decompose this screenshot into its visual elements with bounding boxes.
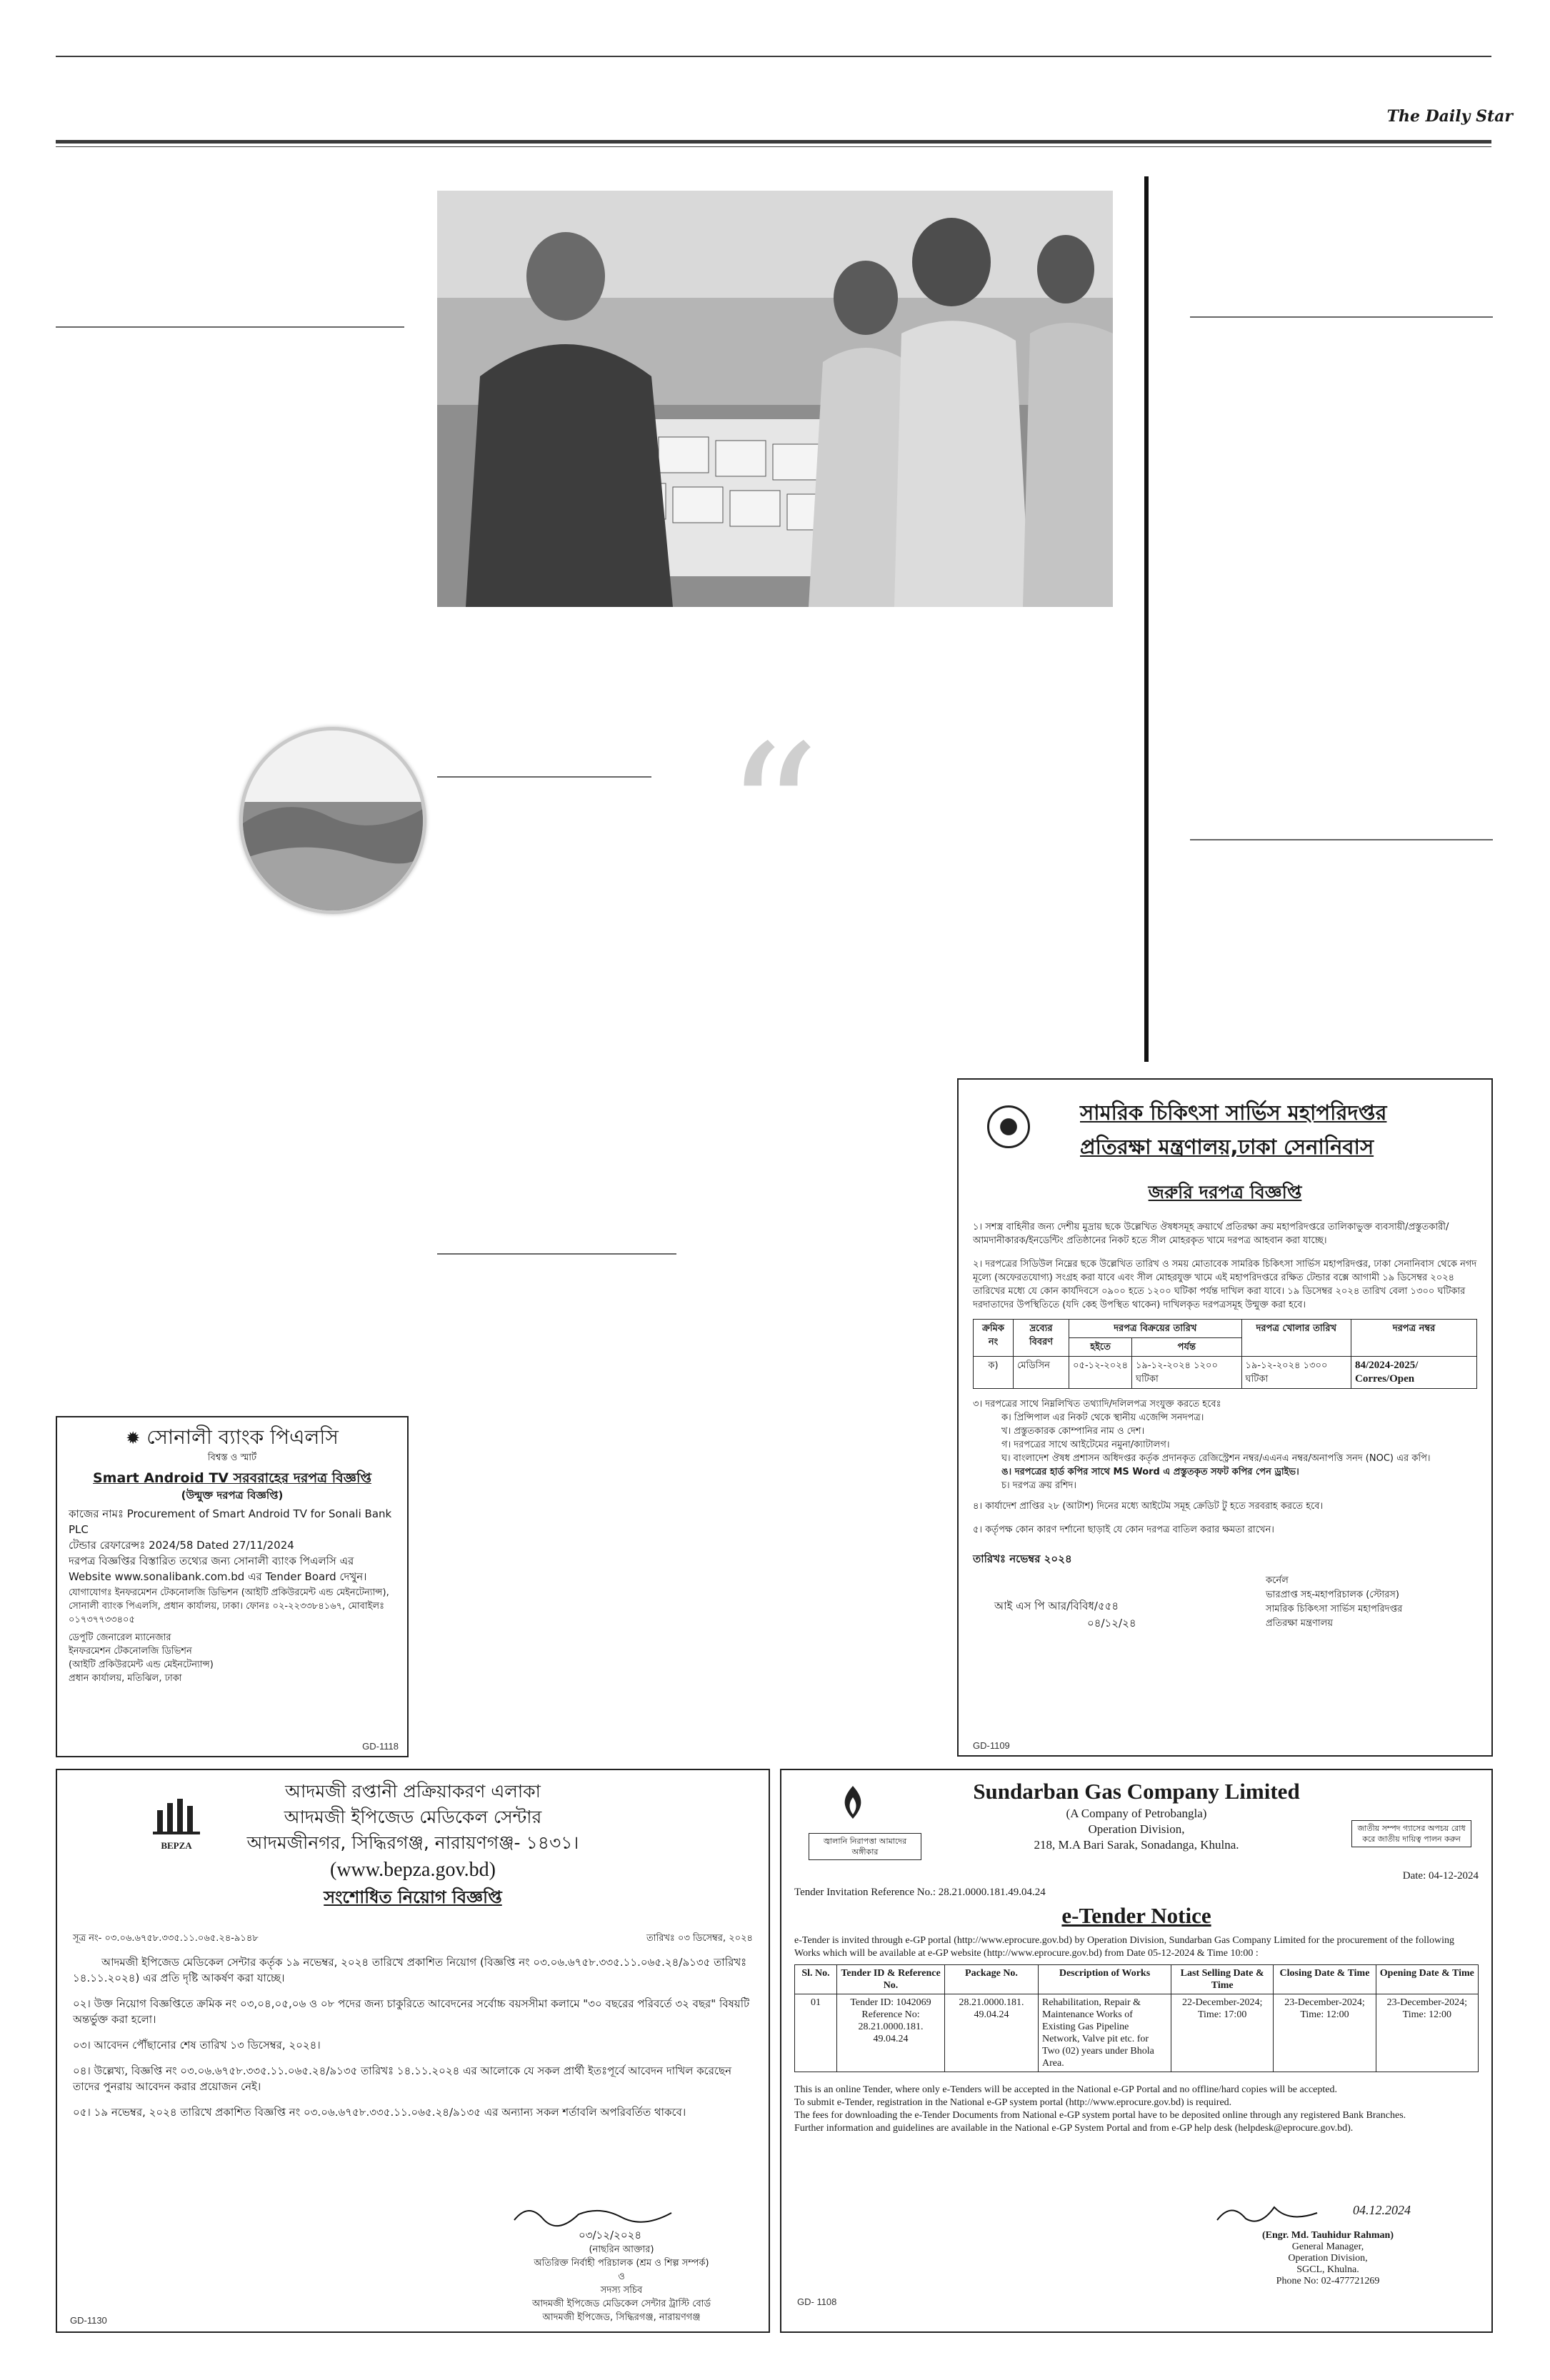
quote-mark-icon: “ [725,706,820,922]
military-isp-ref: আই এস পি আর/বিবিধ/৫৫৪ [994,1600,1119,1612]
mil-th-open: দরপত্র খোলার তারিখ [1241,1320,1351,1357]
bepza-sign-date: ০৩/১২/২০২৪ [579,2229,642,2241]
sundarban-signature [1210,2199,1446,2230]
sundarban-note: The fees for downloading the e-Tender Documents from National e-GP system portal have to be deposited online through any registered Bank Branches. [794,2110,1406,2121]
news-photo [437,191,1113,607]
bepza-para-3: ০৩। আবেদন পৌঁছানোর শেষ তারিখ ১৩ ডিসেম্বর, ২০২৪। [73,2039,321,2052]
sonali-bank-name: সোনালী ব্যাংক পিএলসি [146,1425,339,1449]
sg-cell: 23-December-2024; Time: 12:00 [1274,1994,1376,2072]
military-sign-rank: কর্নেল [1266,1575,1289,1586]
military-emblem-icon [987,1105,1030,1148]
sundarban-subtitle: (A Company of Petrobangla) [1066,1807,1207,1820]
sg-cell: 01 [795,1994,837,2072]
sg-th: Sl. No. [795,1965,837,1994]
mil-cell: 84/2024-2025/ Corres/Open [1351,1357,1477,1389]
bepza-para-1: আদমজী ইপিজেড মেডিকেল সেন্টার কর্তৃক ১৯ নভেম্বর, ২০২৪ তারিখে প্রকাশিত নিয়োগ (বিজ্ঞপ্তি নং ০৩.০৬.৬৭৫৮.৩৩৫.১১.০৬৫.২৪/৯১৩৫ তারিখঃ ১৪.১১.২০২৪) এর প্রতি দৃষ্টি আকর্ষণ করা যাচ্ছে। [73,1956,747,1984]
sonali-tender-ref: টেন্ডার রেফারেন্সঃ 2024/58 Dated 27/11/2024 [69,1539,294,1552]
sundarban-division: Operation Division, [1088,1822,1185,1836]
left-col-rule [56,326,404,328]
right-col-rule-2 [1190,839,1493,840]
sundarban-headline: e-Tender Notice [1061,1903,1211,1928]
inset-circle-photo [239,727,426,914]
list-item: চ। দরপত্র ক্রয় রশিদ। [1001,1480,1076,1491]
military-para-1: ১। সশস্ত্র বাহিনীর জন্য দেশীয় মুদ্রায় ছকে উল্লেখিত ঔষধসমূহ ক্রয়ার্থে প্রতিরক্ষা ক্রয় মহাপরিদপ্তরে তালিকাভুক্ত ব্যবসায়ী/প্রস্তুতকারী/আমদানীকারক/ইনডেন্টিং প্রতিষ্ঠানের নিকট হতে সীল মোহরকৃত খামে দরপত্র আহবান করা যাচ্ছে। [973,1222,1449,1246]
sundarban-note: This is an online Tender, where only e-Tenders will be accepted in the National e-GP Portal and no offline/hard copies will be accepted. [794,2084,1337,2095]
bepza-ad-code: GD-1130 [70,2315,107,2326]
bepza-sign-line-2: ও [618,2271,625,2282]
sundarban-ad-code: GD- 1108 [797,2296,837,2307]
bepza-sign-name: (নাছরিন আক্তার) [589,2244,654,2255]
header-rule [56,140,1491,144]
bepza-para-4: ০৪। উল্লেখ্য, বিজ্ঞপ্তি নং ০৩.০৬.৬৭৫৮.৩৩৫.১১.০৬৫.২৪/৯১৩৫ তারিখঃ ১৪.১১.২০২৪ এর আলোকে যে সকল প্রার্থী ইতঃপূর্বে আবেদন দাখিল করেছেন তাদের পুনরায় আবেদন করার প্রয়োজন নেই। [73,2064,732,2093]
sundarban-company: Sundarban Gas Company Limited [973,1779,1300,1804]
sundarban-note: Further information and guidelines are available in the National e-GP System Portal and from e-GP help desk (helpdesk@eprocure.gov.bd). [794,2123,1354,2134]
bepza-logo-text: BEPZA [161,1840,192,1851]
sundarban-sign-phone: Phone No: 02-477721269 [1276,2276,1380,2286]
column-divider [1144,176,1149,1062]
mil-th-sl: ক্রমিক নং [974,1320,1014,1357]
military-medical-ad [957,1078,1493,1757]
mil-th-sale: দরপত্র বিক্রয়ের তারিখ [1069,1320,1241,1338]
military-para-5: ৫। কর্তৃপক্ষ কোন কারণ দর্শানো ছাড়াই যে কোন দরপত্র বাতিল করার ক্ষমতা রাখেন। [973,1525,1274,1535]
sundarban-intro: e-Tender is invited through e-GP portal (http://www.eprocure.gov.bd) by Operation Division, Sundarban Gas Company Limited for the procurement of the following Works which will be available at e-GP website (http://www.eprocure.gov.bd) from Date 05-12-2024 & Time 10:00 : [794,1935,1454,1959]
sg-cell: Rehabilitation, Repair & Maintenance Works of Existing Gas Pipeline Network, Valve pit etc. for Two (02) years under Bhola Area. [1039,1994,1171,2072]
sonali-signatory-sub: (আইটি প্রকিউরমেন্ট এন্ড মেইনটেন্যান্স) [69,1660,214,1670]
military-title-2: প্রতিরক্ষা মন্ত্রণালয়,ঢাকা সেনানিবাস [1080,1135,1374,1159]
bepza-date: তারিখঃ ০৩ ডিসেম্বর, ২০২৪ [646,1933,753,1944]
sundarban-sign-line-2: Operation Division, [1288,2253,1368,2264]
bepza-signature [486,2199,757,2227]
sundarban-sign-name: (Engr. Md. Tauhidur Rahman) [1261,2230,1394,2241]
sundarban-table [794,1964,1479,2072]
sg-cell: Tender ID: 1042069 Reference No: 28.21.0000.181. 49.04.24 [837,1994,945,2072]
mil-th-from: হইতে [1069,1338,1132,1357]
mil-cell: ১৯-১২-২০২৪ ১২০০ ঘটিকা [1132,1357,1242,1389]
sundarban-right-box: জাতীয় সম্পদ গ্যাসের অপচয় রোধ করে জাতীয় দায়িত্ব পালন করুন [1351,1820,1471,1847]
sg-cell: 28.21.0000.181. 49.04.24 [945,1994,1039,2072]
sg-cell: 22-December-2024; Time: 17:00 [1171,1994,1274,2072]
sundarban-gas-ad [780,1769,1493,2333]
list-item: ঙ। দরপত্রের হার্ড কপির সাথে MS Word এ প্রস্তুতকৃত সফট কপির পেন ড্রাইভ। [1001,1467,1299,1477]
military-date-line: তারিখঃ নভেম্বর ২০২৪ [973,1552,1072,1565]
military-sign-line-2: সামরিক চিকিৎসা সার্ভিস মহাপরিদপ্তর [1266,1604,1403,1615]
military-table [973,1319,1477,1389]
table-row [795,1994,1479,2072]
sonali-tagline: বিশ্বস্ত ও স্মার্ট [207,1452,257,1463]
sg-th: Package No. [945,1965,1039,1994]
masthead: The Daily Star [1386,107,1513,126]
bepza-memo: সূত্র নং- ০৩.০৬.৬৭৫৮.৩৩৫.১১.০৬৫.২৪-৯১৪৮ [73,1933,259,1944]
sonali-ad-code: GD-1118 [362,1741,399,1752]
sundarban-sign-date: 04.12.2024 [1353,2203,1411,2217]
military-isp-date: ০৪/১২/২৪ [1087,1617,1136,1630]
bepza-para-5: ০৫। ১৯ নভেম্বর, ২০২৪ তারিখে প্রকাশিত বিজ্ঞপ্তি নং ০৩.০৬.৬৭৫৮.৩৩৫.১১.০৬৫.২৪/৯১৩৫ এর অন্যান্য সকল শর্তাবলি অপরিবর্তিত থাকবে। [73,2106,686,2119]
military-para-3: ৩। দরপত্রের সাথে নিম্নলিখিত তথ্যাদি/দলিলপত্র সংযুক্ত করতে হবেঃ [973,1399,1221,1410]
bepza-sign-line-4: আদমজী ইপিজেড মেডিকেল সেন্টার ট্রাস্টি বোর্ড [531,2299,711,2309]
sundarban-sign-line-1: General Manager, [1291,2241,1364,2252]
bepza-logo-icon [151,1796,201,1851]
sundarban-ref: Tender Invitation Reference No.: 28.21.0000.181.49.04.24 [794,1887,1046,1898]
header-rule-thin [56,146,1491,147]
sonali-logo-icon: ✹ [126,1428,141,1448]
bepza-title-3: আদমজীনগর, সিদ্ধিরগঞ্জ, নারায়ণগঞ্জ- ১৪৩১। [246,1832,579,1853]
bepza-title-1: আদমজী রপ্তানী প্রক্রিয়াকরণ এলাকা [285,1781,541,1802]
mil-cell: ক) [974,1357,1014,1389]
military-para-2: ২। দরপত্রের সিডিউল নিম্নের ছকে উল্লেখিত তারিখ ও সময় মোতাবেক সামরিক চিকিৎসা সার্ভিস মহাপরিদপ্তর, ঢাকা সেনানিবাস থেকে নগদ মূল্যে (অফেরতযোগ্য) সংগ্রহ করা যাবে এবং সীল মোহরযুক্ত খামে এই মহাপরিদপ্তরে রক্ষিত টেন্ডার বক্সে আগামী ১৯ ডিসেম্বর ২০২৪ তারিখের মধ্যে যে কোন কার্যদিবসে ০৯০০ হতে ১২০০ ঘটিকা পর্যন্ত দাখিল করা যাবে। ১৯ ডিসেম্বর ২০২৪ তারিখ বেলা ১৩০০ ঘটিকার দরদাতাদের উপস্থিতিতে (যদি কেহ উপস্থিত থাকেন) দাখিলকৃত দরপত্রসমূহ উন্মুক্ত করা হবে। [973,1259,1477,1310]
mid-rule-2 [437,1253,676,1255]
list-item: খ। প্রস্তুতকারক কোম্পানির নাম ও দেশ। [1001,1426,1145,1437]
sundarban-logo-icon [837,1784,869,1820]
table-row [974,1357,1477,1389]
military-sign-line-3: প্রতিরক্ষা মন্ত্রণালয় [1266,1618,1333,1629]
sg-th: Closing Date & Time [1274,1965,1376,1994]
bepza-para-2: ০২। উক্ত নিয়োগ বিজ্ঞপ্তিতে ক্রমিক নং ০৩,০৪,০৫,০৬ ও ০৮ পদের জন্য চাকুরিতে আবেদনের সর্বোচ্চ বয়সসীমা কলামে "৩০ বছরের পরিবর্তে ৩২ বছর" বিষয়টি অন্তর্ভুক্ত করা হলো। [73,1997,750,2026]
military-para-4: ৪। কার্যাদেশ প্রাপ্তির ২৮ (আটাশ) দিনের মধ্যে আইটেম সমূহ ক্রেডিট টু হতে সরবরাহ করতে হবে। [973,1501,1324,1512]
list-item: গ। দরপত্রের সাথে আইটেমের নমুনা/ক্যাটালগ। [1001,1440,1170,1450]
sundarban-address: 218, M.A Bari Sarak, Sonadanga, Khulna. [1034,1838,1239,1852]
military-headline: জরুরি দরপত্র বিজ্ঞপ্তি [1148,1182,1302,1202]
mil-cell: মেডিসিন [1014,1357,1069,1389]
list-item: ঘ। বাংলাদেশ ঔষধ প্রশাসন অধিদপ্তর কর্তৃক প্রদানকৃত রেজিস্ট্রেশন নম্বর/এএনএ নম্বর/অনাপত্তি সনদ (NOC) এর কপি। [1001,1453,1431,1464]
sonali-details: দরপত্র বিজ্ঞপ্তির বিস্তারিত তথ্যের জন্য সোনালী ব্যাংক পিএলসি এর Website www.sonalibank.com.bd এর Tender Board দেখুন। [69,1555,367,1583]
bepza-ad [56,1769,770,2333]
sg-cell: 23-December-2024; Time: 12:00 [1376,1994,1478,2072]
bepza-website: (www.bepza.gov.bd) [330,1859,496,1881]
military-title-1: সামরিক চিকিৎসা সার্ভিস মহাপরিদপ্তর [1080,1100,1387,1125]
sonali-headline: Smart Android TV সরবরাহের দরপত্র বিজ্ঞপ্তি [92,1470,371,1486]
bepza-title-2: আদমজী ইপিজেড মেডিকেল সেন্টার [284,1807,542,1827]
bepza-headline: সংশোধিত নিয়োগ বিজ্ঞপ্তি [324,1887,502,1907]
list-item: ক। প্রিন্সিপাল এর নিকট থেকে স্থানীয় এজেন্সি সনদপত্র। [1001,1412,1204,1423]
sonali-signatory-dept: ইনফরমেশন টেকনোলজি ডিভিশন [69,1646,192,1657]
sg-th: Description of Works [1039,1965,1171,1994]
sonali-signatory-office: প্রধান কার্যালয়, মতিঝিল, ঢাকা [69,1673,182,1684]
mil-cell: ১৯-১২-২০২৪ ১৩০০ ঘটিকা [1241,1357,1351,1389]
sundarban-date: Date: 04-12-2024 [1402,1870,1479,1882]
military-sign-line-1: ভারপ্রাপ্ত সহ-মহাপরিচালক (স্টোরস) [1266,1590,1399,1600]
right-col-rule [1190,316,1493,318]
sundarban-sign-line-3: SGCL, Khulna. [1296,2264,1359,2275]
bepza-sign-line-5: আদমজী ইপিজেড, সিদ্ধিরগঞ্জ, নারায়ণগঞ্জ [542,2312,701,2323]
mil-th-tender: দরপত্র নম্বর [1351,1320,1477,1357]
sonali-subhead: (উন্মুক্ত দরপত্র বিজ্ঞপ্তি) [181,1489,284,1502]
sg-th: Opening Date & Time [1376,1965,1478,1994]
top-rule [56,56,1491,57]
mil-cell: ০৫-১২-২০২৪ [1069,1357,1132,1389]
sonali-contact: যোগাযোগঃ ইনফরমেশন টেকনোলজি ডিভিশন (আইটি প্রকিউরমেন্ট এন্ড মেইনটেন্যান্স), সোনালী ব্যাংক পিএলসি, প্রধান কার্যালয়, ঢাকা। ফোনঃ ০২-২২৩৩৮৪১৬৭, মোবাইলঃ ০১৭৩৭৭৩৩৪০৫ [69,1587,389,1625]
sundarban-left-box: জ্বালানি নিরাপত্তা আমাদের অঙ্গীকার [809,1833,921,1860]
mil-th-item: দ্রব্যের বিবরণ [1014,1320,1069,1357]
military-ad-code: GD-1109 [973,1740,1010,1751]
mil-th-to: পর্যন্ত [1132,1338,1242,1357]
sundarban-note: To submit e-Tender, registration in the National e-GP system portal (http://www.eprocure.gov.bd) is required. [794,2097,1232,2108]
mid-rule [437,776,651,778]
bepza-sign-line-3: সদস্য সচিব [600,2285,643,2296]
sonali-signatory-title: ডেপুটি জেনারেল ম্যানেজার [69,1632,171,1643]
sonali-bank-ad [56,1416,409,1757]
bepza-sign-line-1: অতিরিক্ত নির্বাহী পরিচালক (শ্রম ও শিল্প সম্পর্ক) [534,2258,709,2269]
sonali-work-name: কাজের নামঃ Procurement of Smart Android TV for Sonali Bank PLC [69,1507,392,1536]
sg-th: Last Selling Date & Time [1171,1965,1274,1994]
sg-th: Tender ID & Reference No. [837,1965,945,1994]
